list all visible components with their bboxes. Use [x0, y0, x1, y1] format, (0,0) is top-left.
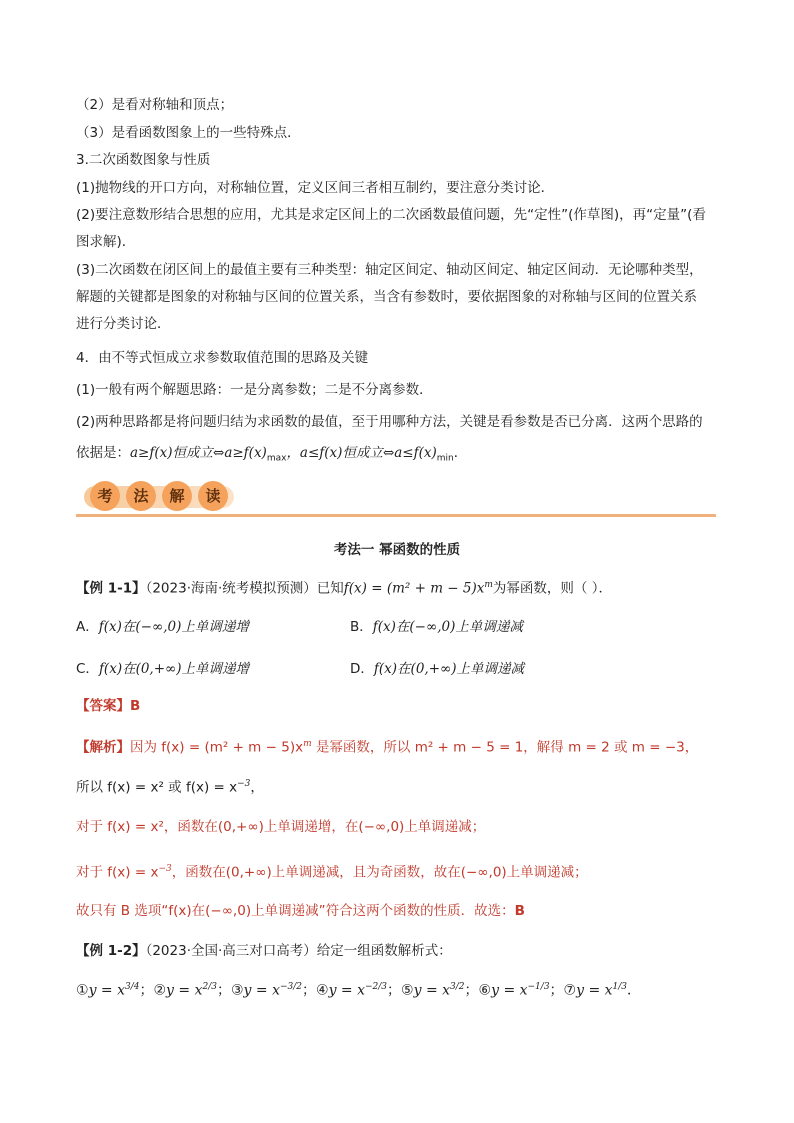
example-tail: 为幂函数，则（ ）．: [492, 580, 612, 597]
line-4: (1)抛物线的开口方向，对称轴位置，定义区间三者相互制约，要注意分类讨论．: [76, 180, 555, 196]
item-21: ．: [627, 982, 642, 999]
line-7: (3)二次函数在闭区间上的最值主要有三种类型：轴定区间定、轴动区间定、轴定区间动．无论哪种类型，: [76, 262, 703, 278]
item-15: ；⑥: [464, 982, 492, 999]
condition-min: ，a≤f(x)恒成立⇔a≤f(x): [286, 445, 437, 461]
line-6: 图求解)．: [76, 234, 136, 250]
analysis-5b: B: [514, 903, 525, 919]
option-d: [350, 660, 524, 678]
line-10: 4．由不等式恒成立求参数取值范围的思路及关键: [76, 350, 369, 366]
analysis-4-exp: −3: [158, 864, 172, 874]
item-9: ；④: [302, 982, 329, 999]
analysis-label: 【解析】: [76, 739, 130, 756]
analysis-line-3: 对于 f(x) = x²，函数在(0,+∞)上单调递增，在(−∞,0)上单调递减；: [76, 819, 486, 835]
item-20: 1/3: [612, 982, 628, 992]
analysis-4a: 对于 f(x) = x: [76, 864, 159, 881]
example-1-1-question: [76, 576, 612, 598]
item-1: y = x: [88, 982, 125, 999]
sub-min: min: [436, 453, 454, 464]
example-1-2-question: [76, 942, 452, 960]
function-exponent: m: [484, 580, 493, 590]
analysis-1-exp: m: [303, 739, 312, 749]
item-8: −3/2: [279, 982, 302, 992]
line-13-prefix: 依据是：: [76, 445, 130, 461]
item-13: y = x: [413, 982, 451, 999]
item-0: ①: [76, 982, 89, 999]
item-12: ；⑤: [387, 982, 414, 999]
section-title: 考法一 幂函数的性质: [333, 542, 461, 558]
item-11: −2/3: [365, 982, 388, 992]
item-6: ；③: [216, 982, 244, 999]
item-14: 3/2: [450, 982, 465, 992]
answer-label: 【答案】: [76, 698, 130, 714]
banner-underline: [76, 514, 716, 517]
example-1-2-text: （2023·全国·高三对口高考）给定一组函数解析式：: [145, 943, 452, 959]
item-18: ；⑦: [549, 982, 577, 999]
line-11: (1)一般有两个解题思路：一是分离参数；二是不分离参数．: [76, 382, 433, 398]
example-label: 【例 1-1】: [76, 580, 146, 597]
item-3: ；②: [139, 982, 167, 999]
option-a: [76, 618, 249, 636]
analysis-2-exp: −3: [237, 779, 251, 789]
option-d-text: f(x)在(0,+∞)上单调递减: [373, 661, 525, 677]
function-expression: f(x) = (m² + m − 5)x: [343, 580, 485, 597]
line-9: 进行分类讨论．: [76, 316, 171, 332]
banner-char-1: 考: [90, 481, 120, 511]
item-10: y = x: [328, 982, 365, 999]
option-a-text: f(x)在(−∞,0)上单调递增: [98, 619, 249, 635]
item-4: y = x: [166, 982, 203, 999]
sub-max: max: [266, 453, 287, 464]
answer-line: [76, 697, 140, 715]
example-source: （2023·海南·统考模拟预测）已知: [145, 580, 344, 597]
condition-max: a≥f(x)恒成立⇔a≥f(x): [130, 445, 267, 461]
option-c-label: C．: [76, 661, 99, 677]
option-a-label: A．: [76, 619, 99, 635]
analysis-line-4: [76, 860, 588, 882]
option-c-text: f(x)在(0,+∞)上单调递增: [98, 661, 250, 677]
option-b-text: f(x)在(−∞,0)上单调递减: [372, 619, 523, 635]
analysis-2a: 所以 f(x) = x² 或 f(x) = x: [76, 779, 238, 796]
analysis-5a: 故只有 B 选项“f(x)在(−∞,0)上单调递减”符合这两个函数的性质．故选：: [76, 903, 515, 919]
item-7: y = x: [243, 982, 280, 999]
item-5: 2/3: [202, 982, 217, 992]
line-2: （3）是看函数图象上的一些特殊点．: [76, 125, 301, 141]
analysis-line-1: [76, 735, 698, 757]
item-16: y = x: [491, 982, 528, 999]
line-5: (2)要注意数形结合思想的应用，尤其是求定区间上的二次函数最值问题，先“定性”(作草图)，再“定量”(看: [76, 207, 706, 223]
line-1: （2）是看对称轴和顶点；: [76, 97, 234, 113]
item-17: −1/3: [527, 982, 550, 992]
option-c: [76, 660, 249, 678]
line-12: (2)两种思路都是将问题归结为求函数的最值，至于用哪种方法，关键是看参数是否已分离．这两个思路的: [76, 414, 703, 430]
banner-char-4: 读: [198, 481, 228, 511]
section-banner: [76, 478, 716, 518]
analysis-1a: 因为 f(x) = (m² + m − 5)x: [130, 739, 304, 756]
analysis-1b: 是幂函数，所以 m² + m − 5 = 1，解得 m = 2 或 m = −3，: [311, 739, 699, 756]
analysis-2b: ，: [250, 779, 264, 796]
option-d-label: D．: [350, 661, 374, 677]
answer-value: B: [130, 698, 141, 714]
line-8: 解题的关键都是图象的对称轴与区间的位置关系，当含有参数时，要依据图象的对称轴与区间的位置关系: [76, 289, 697, 305]
item-19: y = x: [576, 982, 613, 999]
example-1-2-label: 【例 1-2】: [76, 943, 146, 959]
banner-char-2: 法: [126, 481, 156, 511]
option-b: [350, 618, 523, 636]
line-13-end: ．: [453, 445, 468, 461]
item-2: 3/4: [125, 982, 140, 992]
line-3: 3.二次函数图象与性质: [76, 152, 211, 168]
analysis-4b: ，函数在(0,+∞)上单调递减，且为奇函数，故在(−∞,0)上单调递减；: [171, 864, 588, 881]
analysis-line-5: [76, 902, 525, 920]
line-13: [76, 444, 467, 468]
option-b-label: B．: [350, 619, 373, 635]
analysis-line-2: [76, 775, 264, 797]
function-list: [76, 978, 641, 1000]
banner-char-3: 解: [162, 481, 192, 511]
